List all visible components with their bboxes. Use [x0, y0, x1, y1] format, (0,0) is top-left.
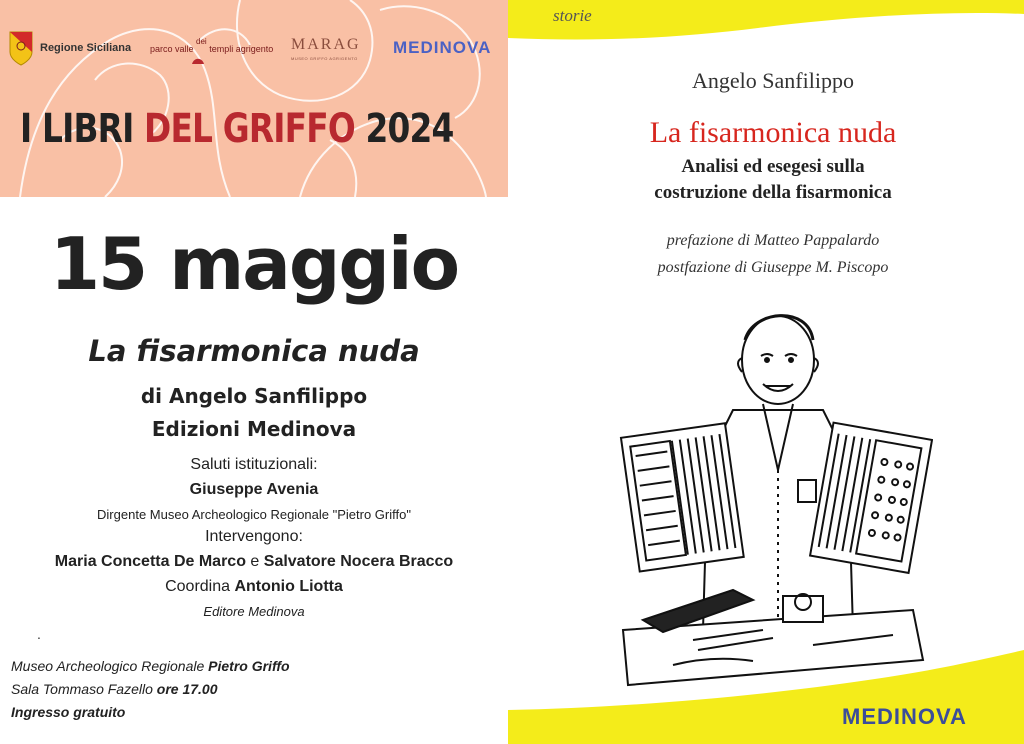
marag-logo: MARAG [291, 36, 361, 53]
cover-preface: prefazione di Matteo Pappalardo [666, 232, 880, 249]
event-publisher: Edizioni Medinova [151, 417, 357, 441]
logo-bar [8, 24, 503, 70]
venue-room [11, 681, 218, 697]
speakers-line [0, 553, 508, 571]
saluti-role: Dirgente Museo Archeologico Regionale "Pietro Griffo" [97, 507, 411, 522]
marag-subtitle: MUSEO GRIFFO AGRIGENTO [291, 56, 358, 61]
coordinator-label: Coordina [165, 578, 235, 595]
cover-author: Angelo Sanfilippo [692, 68, 854, 93]
cover-publisher-logo: MEDINOVA [842, 704, 967, 729]
cover-title: La fisarmonica nuda [649, 116, 897, 149]
cover-subtitle-1: Analisi ed esegesi sulla [681, 156, 865, 177]
saluti-name: Giuseppe Avenia [189, 481, 319, 498]
event-author: di Angelo Sanfilippo [140, 384, 368, 408]
cover-subtitle-2: costruzione della fisarmonica [654, 182, 892, 203]
parco-text-dei: dei [196, 37, 207, 46]
parco-valle-templi-logo [150, 37, 274, 54]
coordinator-name: Antonio Liotta [234, 578, 343, 595]
venue-museum-name: Pietro Griffo [208, 658, 290, 674]
venue-room-pre: Sala Tommaso Fazello [11, 681, 157, 697]
venue-entry: Ingresso gratuito [11, 704, 126, 720]
parco-text-pre: parco valle [150, 44, 197, 54]
regione-siciliana-logo [8, 30, 131, 66]
banner-title-part1: I LIBRI [20, 106, 145, 152]
interventi-label: Intervengono: [205, 528, 303, 545]
accordion-man-illustration [613, 300, 933, 700]
medinova-logo: MEDINOVA [393, 38, 492, 57]
event-panel [0, 0, 508, 744]
stray-dot: . [37, 626, 41, 642]
event-book-title: La fisarmonica nuda [88, 334, 420, 368]
cover-series: storie [553, 6, 592, 25]
banner [0, 0, 508, 197]
banner-title [20, 106, 453, 152]
cover-postface: postfazione di Giuseppe M. Piscopo [657, 259, 889, 276]
speaker-join: e [245, 553, 264, 570]
coordinator-line [0, 578, 508, 596]
regione-siciliana-label: Regione Siciliana [40, 42, 132, 54]
book-cover [508, 0, 1024, 744]
venue-museum [11, 658, 290, 674]
speaker-2: Salvatore Nocera Bracco [263, 553, 454, 570]
venue-museum-pre: Museo Archeologico Regionale [11, 658, 209, 674]
banner-title-part2: DEL GRIFFO [144, 106, 366, 152]
saluti-label: Saluti istituzionali: [190, 456, 318, 473]
parco-emblem-icon [191, 54, 205, 66]
event-date: 15 maggio [49, 222, 459, 306]
coordinator-role: Editore Medinova [203, 604, 305, 619]
sicily-crest-icon [8, 30, 34, 66]
speaker-1: Maria Concetta De Marco [54, 553, 246, 570]
banner-title-year: 2024 [365, 106, 454, 152]
venue-time: ore 17.00 [156, 681, 218, 697]
parco-text-post: templi agrigento [206, 44, 274, 54]
